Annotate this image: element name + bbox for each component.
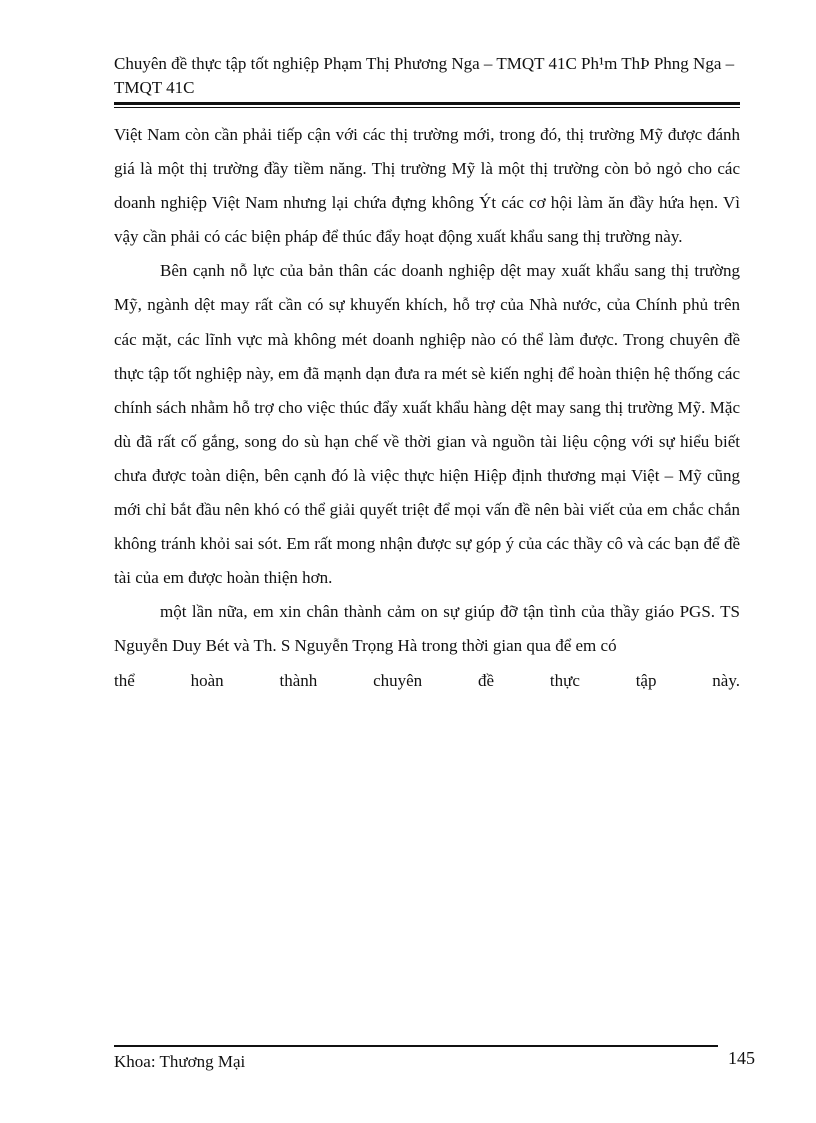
document-body [114,118,740,698]
footer-rule [114,1045,718,1047]
paragraph-3-last-line: thể hoàn thành chuyên đề thực tập này. [114,670,740,690]
paragraph-2: Bên cạnh nỗ lực của bản thân các doanh nghiệp dệt may xuất khẩu sang thị trường Mỹ, ngành dệt may rất cần có sự khuyến khích, hỗ trợ của Nhà nước, của Chính phủ trên các mặt, các lĩnh vực mà không mét doanh nghiệp nào có thể làm được. Trong chuyên đề thực tập tốt nghiệp này, em đã mạnh dạn đưa ra mét sè kiến nghị để hoàn thiện hệ thống các chính sách nhằm hỗ trợ cho việc thúc đẩy xuất khẩu hàng dệt may sang thị trường Mỹ. Mặc dù đã rất cố gắng, song do sù hạn chế về thời gian và nguồn tài liệu cộng với sự hiểu biết chưa được toàn diện, bên cạnh đó là việc thực hiện Hiệp định thương mại Việt – Mỹ cũng mới chỉ bắt đầu nên khó có thể giải quyết triệt để mọi vấn đề nên bài viết của em chắc chắn không tránh khỏi sai sót. Em rất mong nhận được sự góp ý của các thầy cô và các bạn để đề tài của em được hoàn thiện hơn. [114,261,740,588]
page-header: Chuyên đề thực tập tốt nghiệp Phạm Thị Phương Nga – TMQT 41C Ph¹m ThÞ Phng Nga – TMQT 41C [114,54,735,97]
paragraph-1: Việt Nam còn cần phải tiếp cận với các thị trường mới, trong đó, thị trường Mỹ được đánh giá là một thị trường đầy tiềm năng. Thị trường Mỹ là một thị trường còn bỏ ngỏ cho các doanh nghiệp Việt Nam nhưng lại chứa đựng không Ýt các cơ hội làm ăn đầy hứa hẹn. Vì vậy cần phải có các biện pháp để thúc đẩy hoạt động xuất khẩu sang thị trường này. [114,125,740,247]
page-number: 145 [728,1048,755,1068]
footer-department: Khoa: Thương Mại [114,1052,246,1071]
header-rule [114,102,740,108]
paragraph-3: một lần nữa, em xin chân thành cảm on sự giúp đỡ tận tình của thầy giáo PGS. TS Nguyễn Duy Bét và Th. S Nguyễn Trọng Hà trong thời gian qua để em có [114,602,740,656]
